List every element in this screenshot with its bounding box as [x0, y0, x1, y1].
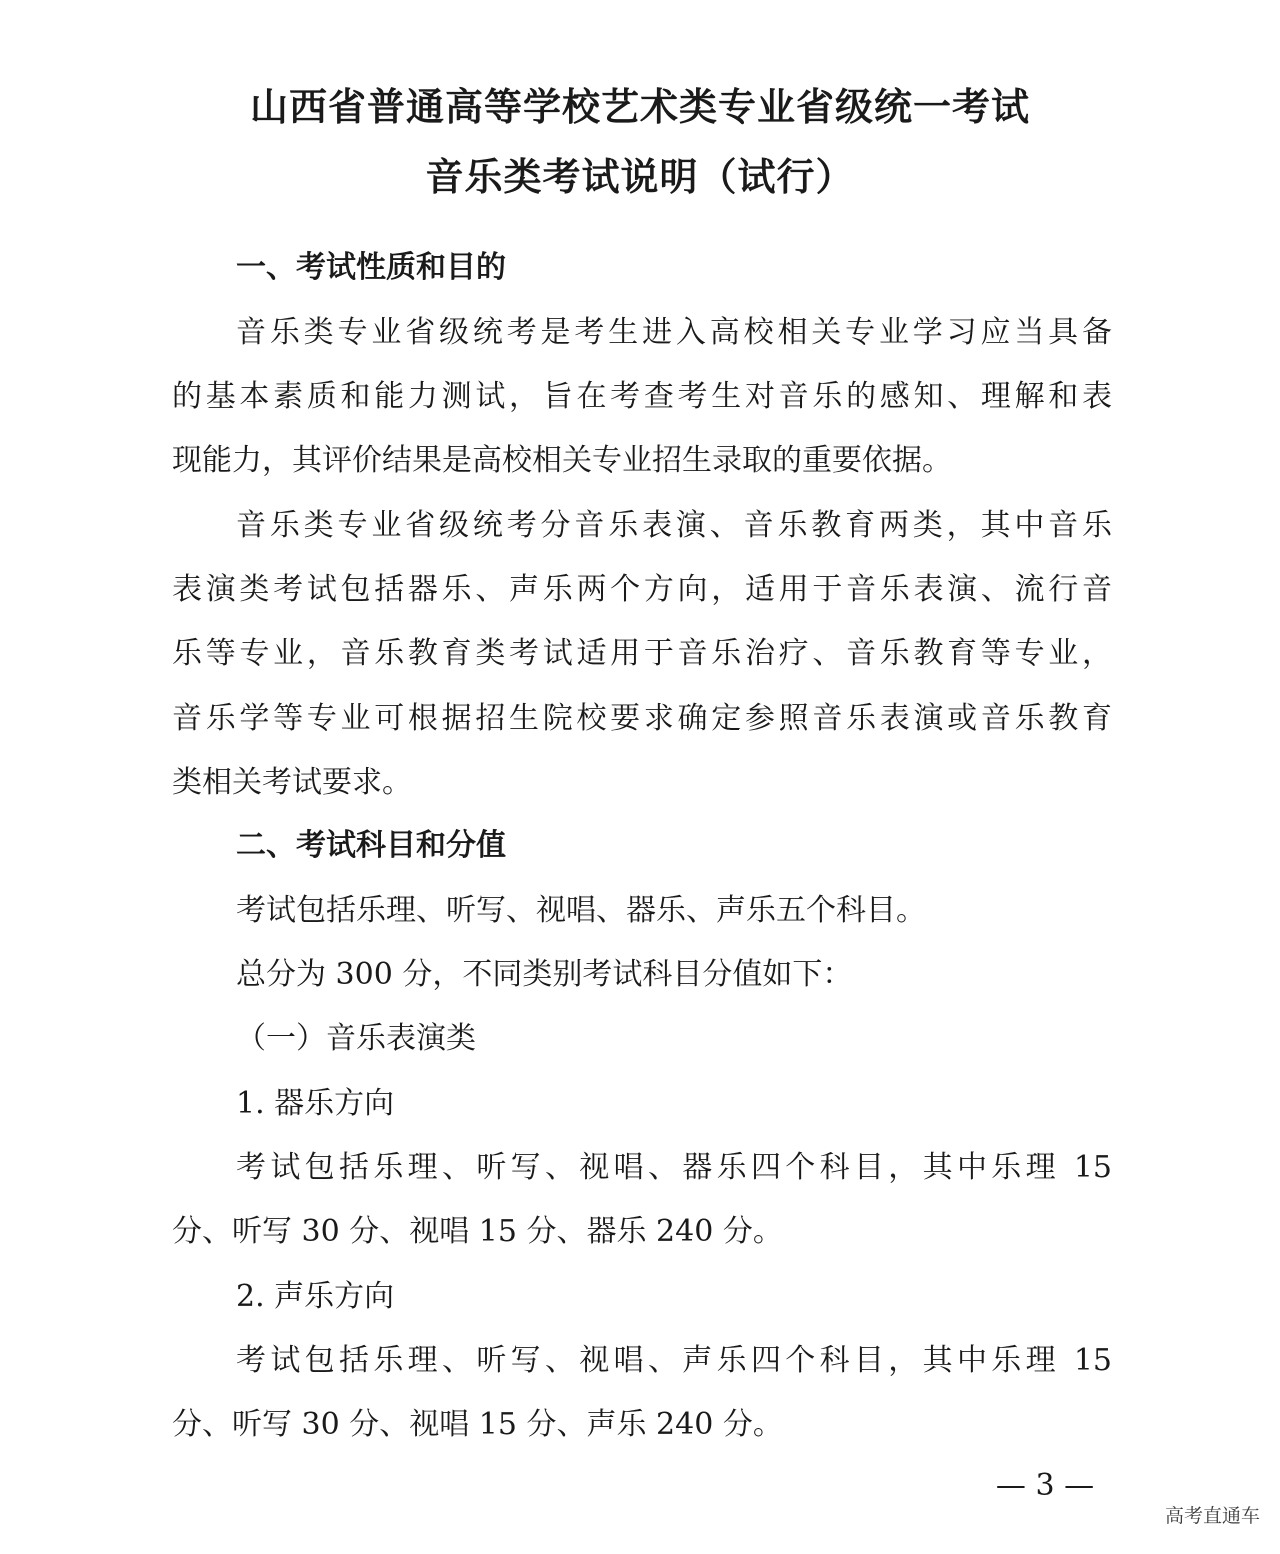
paragraph-line: 分、听写 30 分、视唱 15 分、声乐 240 分。: [172, 1407, 783, 1442]
paragraph-line: 表演类考试包括器乐、声乐两个方向，适用于音乐表演、流行音: [172, 572, 1112, 607]
paragraph-line: 分、听写 30 分、视唱 15 分、器乐 240 分。: [172, 1214, 783, 1249]
paragraph-line: 乐等专业，音乐教育类考试适用于音乐治疗、音乐教育等专业，: [172, 636, 1112, 671]
instrumental-heading: 1. 器乐方向: [236, 1086, 395, 1121]
paragraph-line: 现能力，其评价结果是高校相关专业招生录取的重要依据。: [172, 443, 952, 478]
subjects-intro: 考试包括乐理、听写、视唱、器乐、声乐五个科目。: [236, 893, 926, 928]
page-number: — 3 —: [995, 1468, 1095, 1503]
paragraph-line: 音乐学等专业可根据招生院校要求确定参照音乐表演或音乐教育: [172, 701, 1112, 736]
watermark: 高考直通车: [1164, 1505, 1260, 1527]
paragraph-line: 类相关考试要求。: [172, 765, 412, 800]
paragraph-line: 考试包括乐理、听写、视唱、器乐四个科目，其中乐理 15: [236, 1150, 1112, 1185]
paragraph-line: 的基本素质和能力测试，旨在考查考生对音乐的感知、理解和表: [172, 379, 1112, 414]
document-title-line-1: 山西省普通高等学校艺术类专业省级统一考试: [249, 84, 1030, 129]
paragraph-line: 考试包括乐理、听写、视唱、声乐四个科目，其中乐理 15: [236, 1343, 1112, 1378]
vocal-heading: 2. 声乐方向: [236, 1279, 395, 1314]
subsection-heading: （一）音乐表演类: [236, 1021, 476, 1056]
section-1-heading: 一、考试性质和目的: [236, 250, 506, 285]
section-2-heading: 二、考试科目和分值: [236, 828, 506, 863]
paragraph-line: 音乐类专业省级统考分音乐表演、音乐教育两类，其中音乐: [236, 508, 1112, 543]
paragraph-line: 音乐类专业省级统考是考生进入高校相关专业学习应当具备: [236, 315, 1112, 350]
total-score-text: 总分为 300 分，不同类别考试科目分值如下：: [236, 957, 853, 992]
document-title-line-2: 音乐类考试说明（试行）: [425, 154, 855, 199]
